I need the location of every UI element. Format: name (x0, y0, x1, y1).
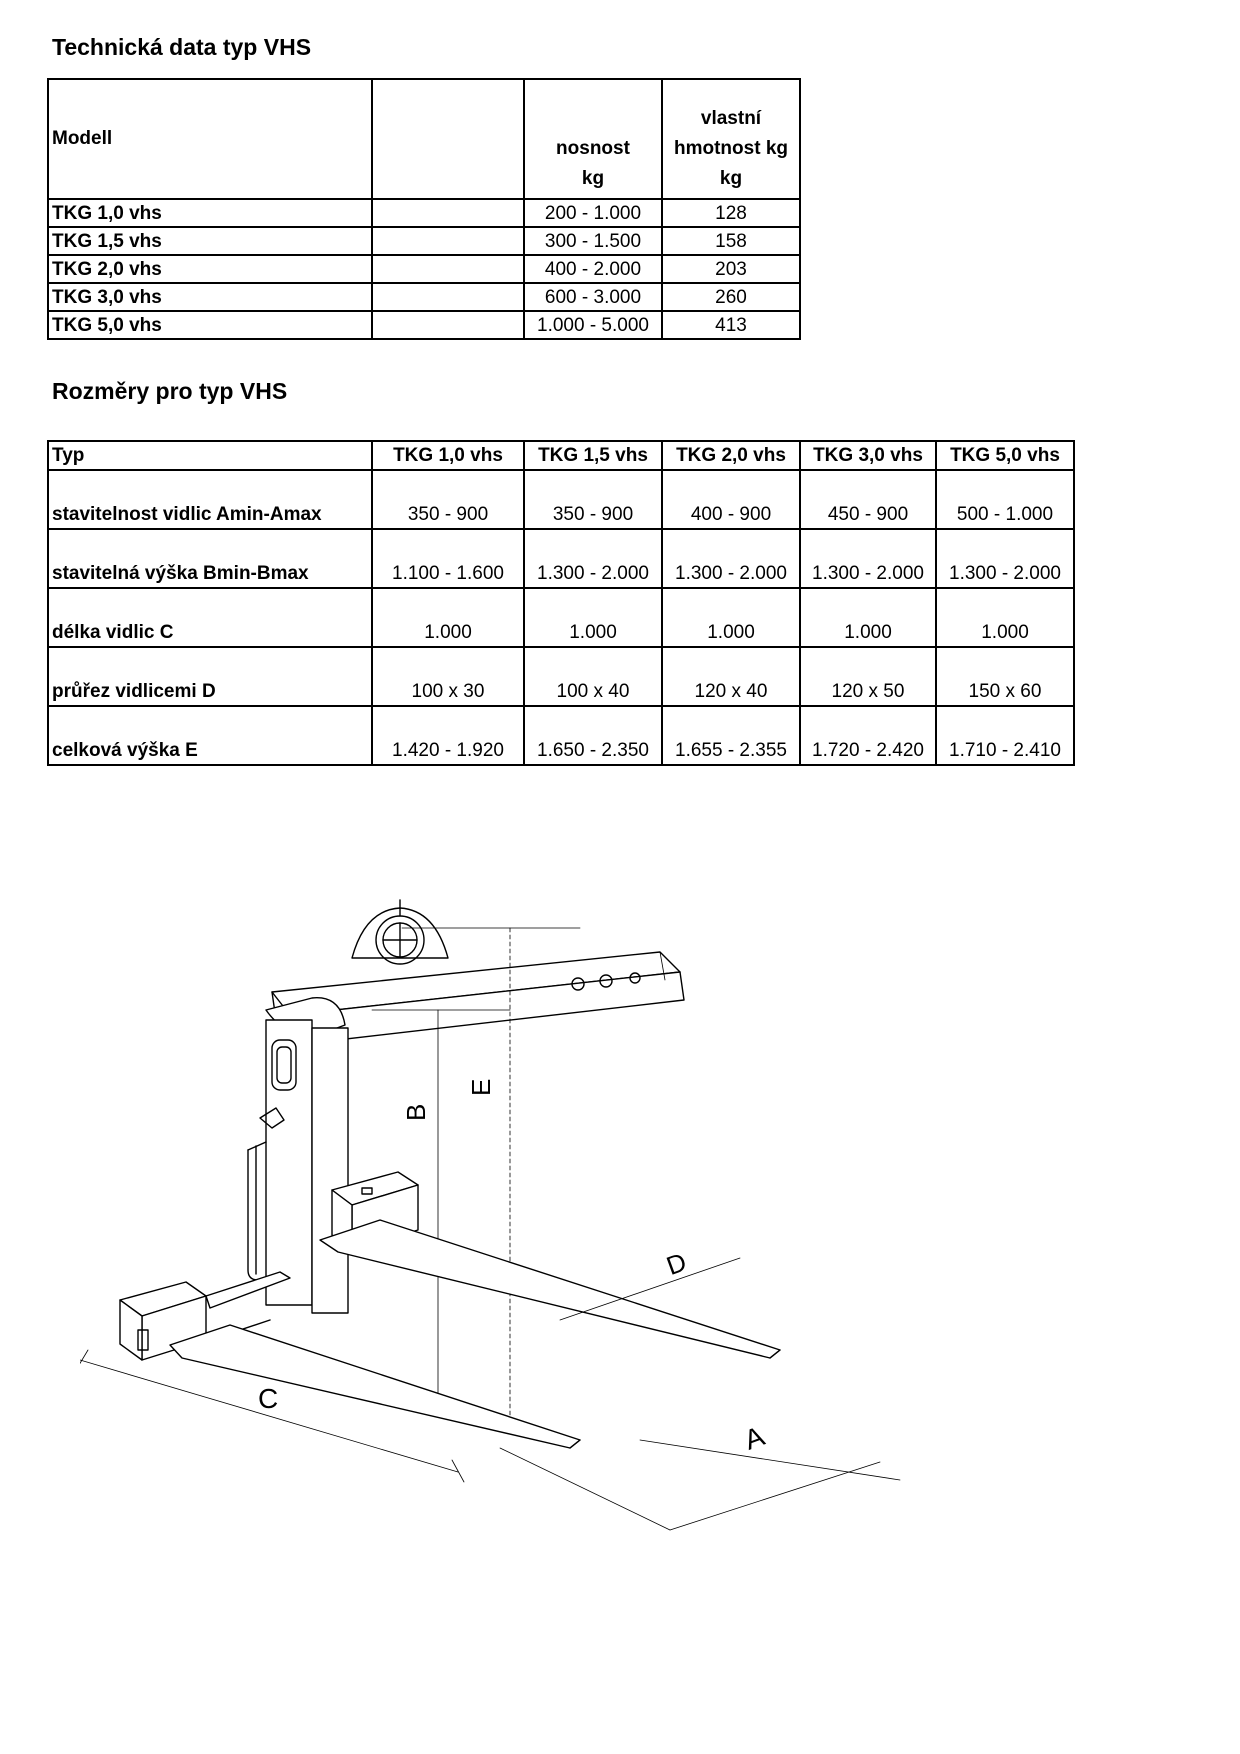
value-cell: 120 x 50 (800, 647, 936, 706)
dimensions-table (47, 440, 1075, 766)
header-weight-line2: hmotnost kg (674, 138, 788, 159)
header-weight-line3: kg (719, 168, 743, 189)
value-cell: 1.000 (936, 588, 1074, 647)
header-model: Modell (48, 79, 372, 199)
dimension-label-d: D (662, 1246, 691, 1282)
row-label: celková výška E (48, 706, 372, 765)
tech-table-header-row (48, 79, 800, 199)
value-cell: 1.000 (372, 588, 524, 647)
lifting-eye (352, 900, 580, 964)
value-cell: 1.000 (524, 588, 662, 647)
table-row (48, 311, 800, 339)
tech-data-title: Technická data typ VHS (52, 34, 312, 60)
weight-cell: 413 (662, 311, 800, 339)
blank-cell (372, 199, 524, 227)
value-cell: 1.000 (662, 588, 800, 647)
header-model: TKG 1,5 vhs (524, 441, 662, 470)
value-cell: 1.300 - 2.000 (936, 529, 1074, 588)
row-label: délka vidlic C (48, 588, 372, 647)
table-row (48, 706, 1074, 765)
value-cell: 1.655 - 2.355 (662, 706, 800, 765)
model-cell: TKG 1,5 vhs (48, 227, 372, 255)
model-cell: TKG 3,0 vhs (48, 283, 372, 311)
header-weight (662, 79, 800, 199)
dimension-label-e: E (466, 1078, 496, 1096)
header-model: TKG 2,0 vhs (662, 441, 800, 470)
value-cell: 1.650 - 2.350 (524, 706, 662, 765)
model-cell: TKG 5,0 vhs (48, 311, 372, 339)
rear-fork (320, 1172, 780, 1358)
weight-cell: 158 (662, 227, 800, 255)
header-blank (372, 79, 524, 199)
table-row (48, 647, 1074, 706)
value-cell: 350 - 900 (524, 470, 662, 529)
row-label: stavitelnost vidlic Amin-Amax (48, 470, 372, 529)
header-model: TKG 5,0 vhs (936, 441, 1074, 470)
value-cell: 1.000 (800, 588, 936, 647)
front-fork (120, 1272, 580, 1448)
capacity-cell: 400 - 2.000 (524, 255, 662, 283)
value-cell: 1.720 - 2.420 (800, 706, 936, 765)
header-capacity-line2: kg (581, 168, 605, 189)
capacity-cell: 600 - 3.000 (524, 283, 662, 311)
model-cell: TKG 1,0 vhs (48, 199, 372, 227)
header-capacity (524, 79, 662, 199)
dims-table-header-row (48, 441, 1074, 470)
header-capacity-line1: nosnost (556, 138, 630, 159)
capacity-cell: 1.000 - 5.000 (524, 311, 662, 339)
dimension-label-c: C (258, 1383, 279, 1414)
row-label: průřez vidlicemi D (48, 647, 372, 706)
blank-cell (372, 255, 524, 283)
fork-clamp-drawing (80, 880, 1040, 1740)
value-cell: 500 - 1.000 (936, 470, 1074, 529)
value-cell: 1.710 - 2.410 (936, 706, 1074, 765)
dimension-label-a: A (740, 1420, 769, 1456)
blank-cell (372, 283, 524, 311)
value-cell: 1.100 - 1.600 (372, 529, 524, 588)
header-model: TKG 3,0 vhs (800, 441, 936, 470)
table-row (48, 227, 800, 255)
value-cell: 400 - 900 (662, 470, 800, 529)
table-row (48, 199, 800, 227)
header-weight-line1: vlastní (700, 108, 762, 129)
table-row (48, 529, 1074, 588)
header-typ: Typ (48, 441, 372, 470)
capacity-cell: 200 - 1.000 (524, 199, 662, 227)
weight-cell: 203 (662, 255, 800, 283)
value-cell: 120 x 40 (662, 647, 800, 706)
dimensions-title: Rozměry pro typ VHS (52, 378, 288, 404)
value-cell: 1.300 - 2.000 (524, 529, 662, 588)
weight-cell: 128 (662, 199, 800, 227)
weight-cell: 260 (662, 283, 800, 311)
value-cell: 100 x 30 (372, 647, 524, 706)
tech-data-table (47, 78, 801, 340)
header-model: TKG 1,0 vhs (372, 441, 524, 470)
table-row (48, 283, 800, 311)
value-cell: 1.300 - 2.000 (800, 529, 936, 588)
value-cell: 1.420 - 1.920 (372, 706, 524, 765)
blank-cell (372, 311, 524, 339)
model-cell: TKG 2,0 vhs (48, 255, 372, 283)
table-row (48, 470, 1074, 529)
blank-cell (372, 227, 524, 255)
dimension-label-b: B (401, 1103, 431, 1121)
value-cell: 100 x 40 (524, 647, 662, 706)
value-cell: 1.300 - 2.000 (662, 529, 800, 588)
table-row (48, 255, 800, 283)
row-label: stavitelná výška Bmin-Bmax (48, 529, 372, 588)
value-cell: 350 - 900 (372, 470, 524, 529)
capacity-cell: 300 - 1.500 (524, 227, 662, 255)
vertical-column (248, 998, 348, 1313)
table-row (48, 588, 1074, 647)
value-cell: 450 - 900 (800, 470, 936, 529)
value-cell: 150 x 60 (936, 647, 1074, 706)
